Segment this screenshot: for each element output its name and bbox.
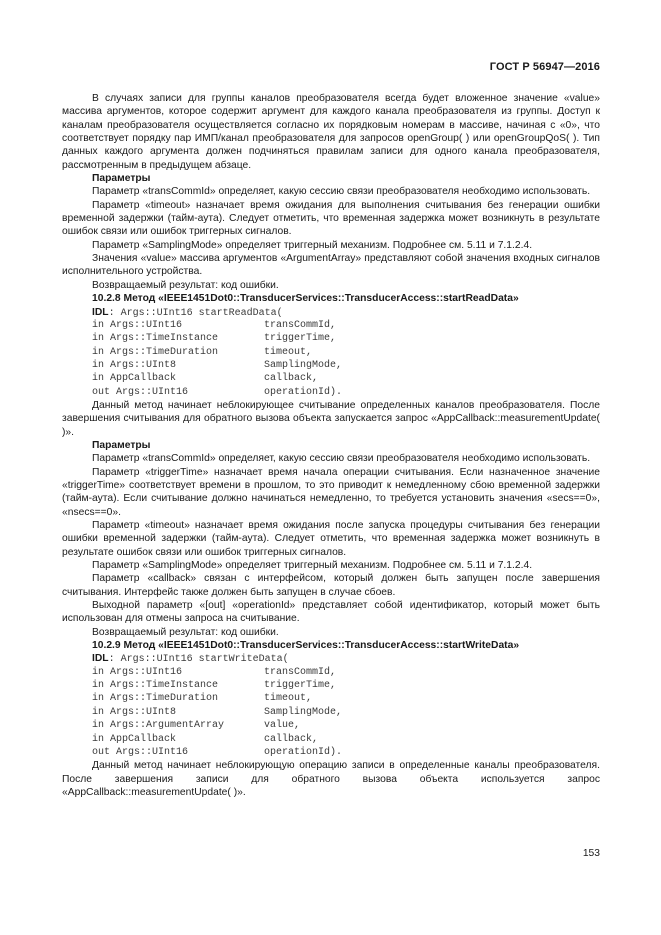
paragraph-samplingmode: Параметр «SamplingMode» определяет триггерный механизм. Подробнее см. 5.11 и 7.1.2.4. xyxy=(92,239,533,251)
code-line: out Args::UInt16 operationId). xyxy=(92,746,343,758)
paragraph-transcommid: Параметр «transCommId» определяет, какую сессию связи преобразователя необходимо использовать. xyxy=(92,186,591,198)
code-line: in Args::ArgumentArray value, xyxy=(92,720,301,732)
code-block-startreaddata xyxy=(62,319,600,399)
code-line: in AppCallback callback, xyxy=(92,733,319,745)
paragraph-group-write: В случаях записи для группы каналов преобразователя всегда будет вложенное значение «value» массива аргументов, которое содержит аргумент для каждого канала преобразователя из группы. Доступ к каналам преобразователя осуществляется согласно их порядковым номерам в массиве, начиная с «0», что соответствует порядку пар ИМП/канал преобразователя для запросов openGroup( ) или openGroupQoS( ). Тип данных каждого аргумента должен подчиняться правилам записи для одного канала преобразователя, рассмотренным в предыдущем абзаце. xyxy=(62,93,600,171)
idl-label: IDL xyxy=(92,653,109,665)
code-line: in Args::TimeInstance triggerTime, xyxy=(92,333,337,345)
code-line: in Args::TimeDuration timeout, xyxy=(92,346,313,358)
paragraph-transcommid: Параметр «transCommId» определяет, какую сессию связи преобразователя необходимо использовать. xyxy=(92,453,591,465)
code-line: in Args::UInt8 SamplingMode, xyxy=(92,359,343,371)
paragraph-method-description: Данный метод начинает неблокирующее считывание определенных каналов преобразователя. После завершения считывания для обратного вызова объекта запускается запрос «AppCallback::measurementUpdate( )». xyxy=(62,399,600,438)
paragraph-return: Возвращаемый результат: код ошибки. xyxy=(92,626,279,638)
idl-signature-startreaddata xyxy=(62,306,600,319)
paragraph-samplingmode: Параметр «SamplingMode» определяет триггерный механизм. Подробнее см. 5.11 и 7.1.2.4. xyxy=(92,560,533,572)
code-line: in Args::UInt8 SamplingMode, xyxy=(92,706,343,718)
idl-signature-startwritedata xyxy=(62,652,600,665)
paragraph-value: Значения «value» массива аргументов «ArgumentArray» представляют собой значения входных сигналов исполнительного устройства. xyxy=(62,253,600,278)
code-block-startwritedata xyxy=(62,666,600,759)
parameters-heading: Параметры xyxy=(92,439,151,451)
idl-signature: : Args::UInt16 startReadData( xyxy=(108,307,283,319)
idl-label: IDL xyxy=(92,306,109,318)
paragraph-operationid: Выходной параметр «[out] «operationId» представляет собой идентификатор, который может быть использован для отмены запроса на считывание. xyxy=(62,600,600,625)
parameters-heading: Параметры xyxy=(92,173,151,185)
paragraph-triggertime: Параметр «triggerTime» назначает время начала операции считывания. Если назначенное значение «triggerTime» соответствует времени в прошлом, то это приводит к немедленному сбою временной задержки (тайм-аута). Если считывание должно начинаться немедленно, то требуется установить значения «secs==0», «nsecs==0». xyxy=(62,466,600,518)
paragraph-callback: Параметр «callback» связан с интерфейсом, который должен быть запущен после завершения считывания. Интерфейс также должен быть запущен в случае сбоев. xyxy=(62,573,600,598)
paragraph-timeout: Параметр «timeout» назначает время ожидания после запуска процедуры считывания без генерации ошибки временной задержки (тайм-аута). Следует отметить, что временная задержка может возникнуть в результате ошибок связи или ошибок триггерных сигналов. xyxy=(62,520,600,558)
section-heading-startreaddata: 10.2.8 Метод «IEEE1451Dot0::TransducerServices::TransducerAccess::startReadData» xyxy=(92,293,519,305)
code-line: in AppCallback callback, xyxy=(92,373,319,385)
section-heading-startwritedata: 10.2.9 Метод «IEEE1451Dot0::TransducerServices::TransducerAccess::startWriteData» xyxy=(92,640,520,652)
code-line: in Args::UInt16 transCommId, xyxy=(92,319,337,331)
paragraph-return: Возвращаемый результат: код ошибки. xyxy=(92,279,279,291)
paragraph-method-description: Данный метод начинает неблокирующую операцию записи в определенные каналы преобразователя. После завершения записи для обратного вызова объекта используется запрос «AppCallback::measurementUpdate( )». xyxy=(62,760,600,798)
code-line: in Args::TimeInstance triggerTime, xyxy=(92,680,337,692)
page-number: 153 xyxy=(582,848,600,859)
code-line: out Args::UInt16 operationId). xyxy=(92,386,343,398)
page-body xyxy=(62,92,600,799)
code-line: in Args::UInt16 transCommId, xyxy=(92,666,337,678)
document-standard-header: ГОСТ Р 56947—2016 xyxy=(489,61,600,73)
idl-signature: : Args::UInt16 startWriteData( xyxy=(108,654,289,666)
code-line: in Args::TimeDuration timeout, xyxy=(92,693,313,705)
paragraph-timeout: Параметр «timeout» назначает время ожидания для выполнения считывания без генерации ошибки временной задержки (тайм-аута). Следует отметить, что временная задержка может возникнуть в результате ошибок связи или ошибок триггерных сигналов. xyxy=(62,199,600,238)
